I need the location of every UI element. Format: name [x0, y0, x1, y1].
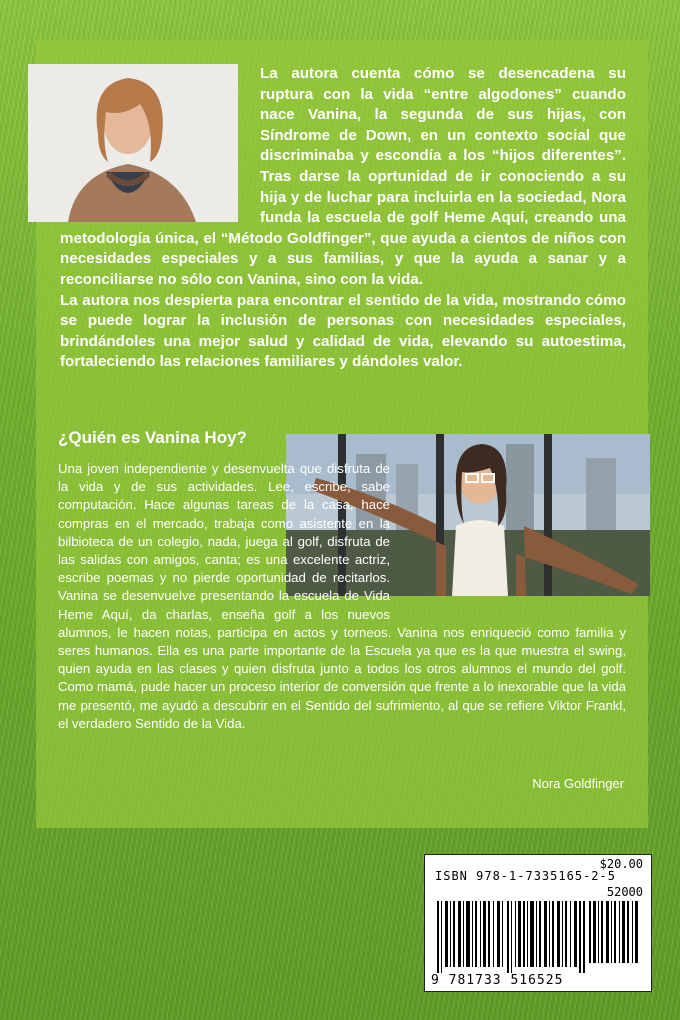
section-heading: ¿Quién es Vanina Hoy?	[58, 428, 247, 447]
isbn-barcode	[424, 854, 652, 992]
bio-text-block	[58, 460, 626, 733]
intro-paragraph: La autora cuenta cómo se desencadena su ruptura con la vida “entre algodones” cuando nace Vanina, la segunda de sus hijas, con Síndrome de Down, en un contexto social que discriminaba y escondía a los “hijos diferentes”. Tras darse la oprtunidad de ir conociendo a su hija y de luchar para incluirla en la sociedad, Nora funda la escuela de golf Heme Aquí, creando una metodología única, el “Método Goldfinger”, que ayuda a cientos de niños con necesidades especiales y a sus familias, y que la ayuda a sanar y a reconciliarse no sólo con Vanina, sino con la vida.	[60, 65, 626, 288]
addon-code: 52000	[606, 885, 643, 899]
second-paragraph: La autora nos despierta para encontrar el sentido de la vida, mostrando cómo se puede lograr la inclusión de personas con necesidades especiales, brindándoles una mejor salud y calidad de vida, elevando su autoestima, fortaleciendo las relaciones familiares y dándoles valor.	[60, 291, 626, 371]
bio-paragraph: Una joven independiente y desenvuelta que disfruta de la vida y de sus actividades. Lee, escribe, sabe computación. Hace algunas tareas de la casa, hace compras en el mercado, trabaja como asistente en la bilbioteca de un colegio, nada, juega al golf, disfruta de las salidas con amigos, canta; es una excelente actriz, escribe poemas y no pierde oportunidad de recitarlos. Vanina se desenvuelve presentando la escuela de Vida Heme Aquí, da charlas, enseña golf a los nuevos alumnos, le hacen notas, participa en actos y torneos. Vanina nos enriqueció como familia y seres humanos. Ella es una parte importante de la Escuela ya que es la que muestra el swing, quien ayuda en las clases y quien disfruta junto a todos los otros alumnos el mundo del golf. Como mamá, pude hacer un proceso interior de conversión que frente a lo inexorable que la vida me presentó, me ayudó a descubrir en el Sentido del sufrimiento, al que se refiere Viktor Frankl, el verdadero Sentido de la Vida.	[58, 461, 626, 731]
barcode-bars	[437, 901, 585, 973]
barcode-digits: 9 781733 516525	[431, 973, 564, 988]
isbn-label: ISBN 978-1-7335165-2-5	[435, 869, 616, 883]
intro-text-block	[60, 64, 626, 373]
price-label: $20.00	[599, 857, 643, 871]
addon-bars	[589, 901, 641, 963]
signature: Nora Goldfinger	[532, 776, 624, 791]
